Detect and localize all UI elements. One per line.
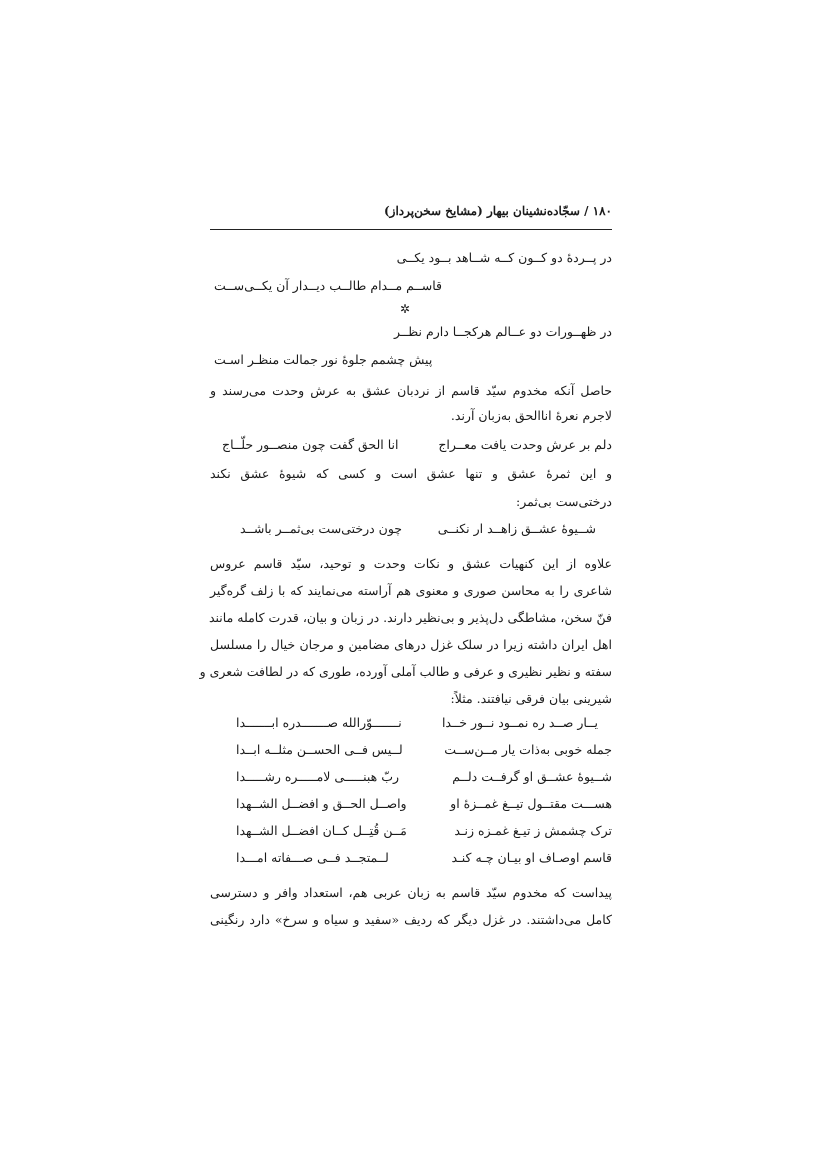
- ghazal-hemistich: هســـت مقتــول تیــغ غمــزهٔ او: [450, 796, 612, 811]
- ghazal-hemistich: ترک چشمش ز تیـغ غمـزه زنـد: [454, 823, 612, 838]
- ghazal-hemistich: شــیوهٔ عشــق او گرفــت دلــم: [452, 769, 612, 784]
- paragraph-line: اهل ایران داشته زیرا در سلک غزل درهای مضامین و مرجان خیال را مسلسل: [210, 637, 612, 652]
- paragraph-line: لاجرم نعرهٔ اناالحق به‌زبان آرند.: [450, 408, 612, 423]
- paragraph-line: حاصل آنکه مخدوم سیّد قاسم از نردبان عشق به عرش وحدت می‌رسند و: [210, 383, 612, 398]
- paragraph-line: و این ثمرهٔ عشق و تنها عشق است و کسی که شیوهٔ عشق نکند: [210, 466, 612, 481]
- header-rule: [210, 229, 612, 230]
- paragraph-line: علاوه از این کنهیات عشق و نکات وحدت و توحید، سیّد قاسم عروس: [210, 556, 612, 571]
- paragraph-line: کامل می‌داشتند. در غزل دیگر که ردیف «سفید و سیاه و سرخ» دارد رنگینی: [210, 912, 612, 927]
- verse-line: در پــردهٔ دو کــون کــه شــاهد بــود یکــی: [396, 250, 612, 265]
- ghazal-hemistich: جمله خوبی به‌ذات یار مــن‌ســت: [444, 742, 612, 757]
- paragraph-line: سفته و نظیر نظیری و عرفی و طالب آملی آورده، طوری که در لطافت شعری و: [199, 664, 612, 679]
- ghazal-hemistich: لــمتجــد فــی صـــفاته امـــدا: [236, 850, 389, 865]
- verse-hemistich: چون درختی‌ست بی‌ثمــر باشــد: [240, 521, 403, 536]
- ghazal-hemistich: واصــل الحــق و افضــل الشــهدا: [236, 796, 407, 811]
- verse-line: در ظهــورات دو عــالم هرکجــا دارم نظــر: [394, 324, 612, 339]
- ghazal-hemistich: نـــــــوّرالله صـــــــدره ابـــــــدا: [236, 715, 402, 730]
- verse-line: قاســم مــدام طالــب دیــدار آن یکــی‌ســت: [214, 278, 443, 293]
- verse-line: پیش چشمم جلوهٔ نور جمالت منظـر اسـت: [214, 352, 433, 367]
- verse-hemistich: شــیوهٔ عشــق زاهــد ار نکنــی: [437, 521, 596, 536]
- ghazal-hemistich: یــار صــد ره نمــود نــور خــدا: [441, 715, 598, 730]
- verse-hemistich: انا الحق گفت چون منصــور حلّــاج: [222, 437, 399, 452]
- ghazal-hemistich: قاسم اوصـاف او بیـان چـه کنـد: [451, 850, 612, 865]
- ghazal-hemistich: لــیس فــی الحســن مثلــه ابــدا: [236, 742, 403, 757]
- running-header: ۱۸۰ / سجّاده‌نشینان بیهار (مشایخ سخن‌پرداز): [383, 204, 612, 218]
- paragraph-line: شیرینی بیان فرقی نیافتند. مثلاً:: [450, 691, 612, 706]
- paragraph-line: شاعری را به محاسن صوری و معنوی هم آراسته می‌نمایند که با زلف گره‌گیر: [210, 583, 612, 598]
- paragraph-line: درختی‌ست بی‌ثمر:: [516, 494, 612, 509]
- ghazal-hemistich: مَــن قُتِــل کــان افضــل الشــهدا: [236, 823, 407, 838]
- paragraph-line: فنّ سخن، مشاطگی دل‌پذیر و بی‌نظیر دارند. در زبان و بیان، قدرت کامله مانند: [208, 610, 612, 625]
- paragraph-line: پیداست که مخدوم سیّد قاسم به زبان عربی هم، استعداد وافر و دسترسی: [210, 885, 612, 900]
- verse-hemistich: دلم بر عرش وحدت یافت معــراج: [438, 437, 612, 452]
- ghazal-hemistich: ربّ هبنـــــی لامـــــره رشـــــدا: [236, 769, 400, 784]
- asterism-icon: ✲: [400, 302, 411, 316]
